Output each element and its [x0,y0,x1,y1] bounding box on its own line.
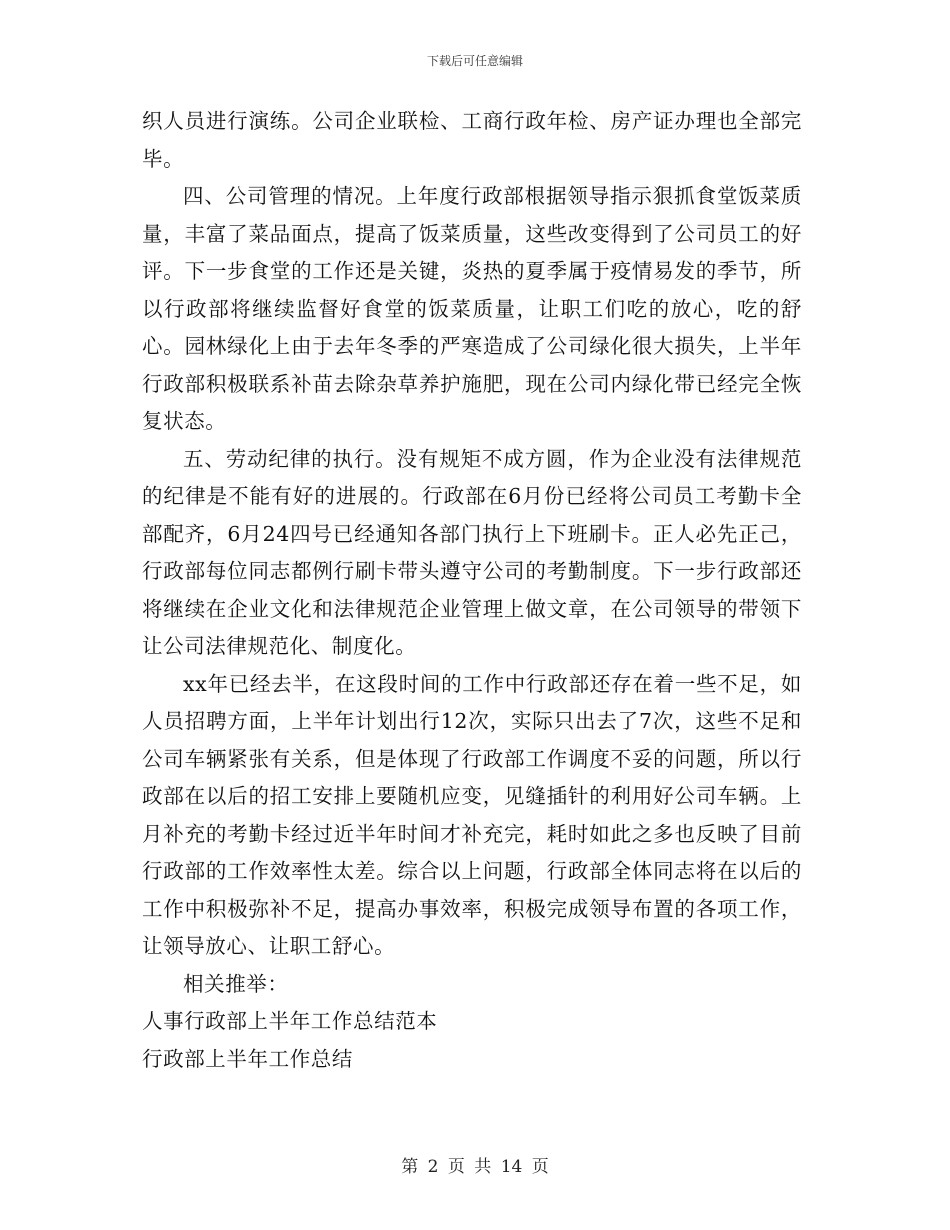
paragraph-discipline: 五、劳动纪律的执行。没有规矩不成方圆，作为企业没有法律规范的纪律是不能有好的进展的。行政部在6月份已经将公司员工考勤卡全部配齐，6月24四号已经通知各部门执行上下班刷卡。正人必先正己，行政部每位同志都例行刷卡带头遵守公司的考勤制度。下一步行政部还将继续在企业文化和法律规范企业管理上做文章，在公司领导的带领下让公司法律规范化、制度化。 [142,446,802,658]
paragraph-summary: xx年已经去半，在这段时间的工作中行政部还存在着一些不足，如人员招聘方面，上半年计划出行12次，实际只出去了7次，这些不足和公司车辆紧张有关系，但是体现了行政部工作调度不妥的问题，所以行政部在以后的招工安排上要随机应变，见缝插针的利用好公司车辆。上月补充的考勤卡经过近半年时间才补充完，耗时如此之多也反映了目前行政部的工作效率性太差。综合以上问题，行政部全体同志将在以后的工作中积极弥补不足，提高办事效率，积极完成领导布置的各项工作，让领导放心、让职工舒心。 [142,671,802,958]
related-link-1[interactable]: 人事行政部上半年工作总结范本 [142,1009,438,1033]
page-number: 第 2 页 共 14 页 [401,1157,549,1177]
related-link-2[interactable]: 行政部上半年工作总结 [142,1046,353,1071]
paragraph-continuation: 织人员进行演练。公司企业联检、工商行政年检、房产证办理也全部完毕。 [142,109,802,171]
document-body [142,103,802,1078]
related-heading: 相关推举： [183,971,289,996]
page-header-note: 下载后可任意编辑 [426,54,523,68]
paragraph-management: 四、公司管理的情况。上年度行政部根据领导指示狠抓食堂饭菜质量，丰富了菜品面点，提高了饭菜质量，这些改变得到了公司员工的好评。下一步食堂的工作还是关键，炎热的夏季属于疫情易发的季节，所以行政部将继续监督好食堂的饭菜质量，让职工们吃的放心，吃的舒心。园林绿化上由于去年冬季的严寒造成了公司绿化很大损失，上半年行政部积极联系补苗去除杂草养护施肥，现在公司内绿化带已经完全恢复状态。 [142,184,802,433]
